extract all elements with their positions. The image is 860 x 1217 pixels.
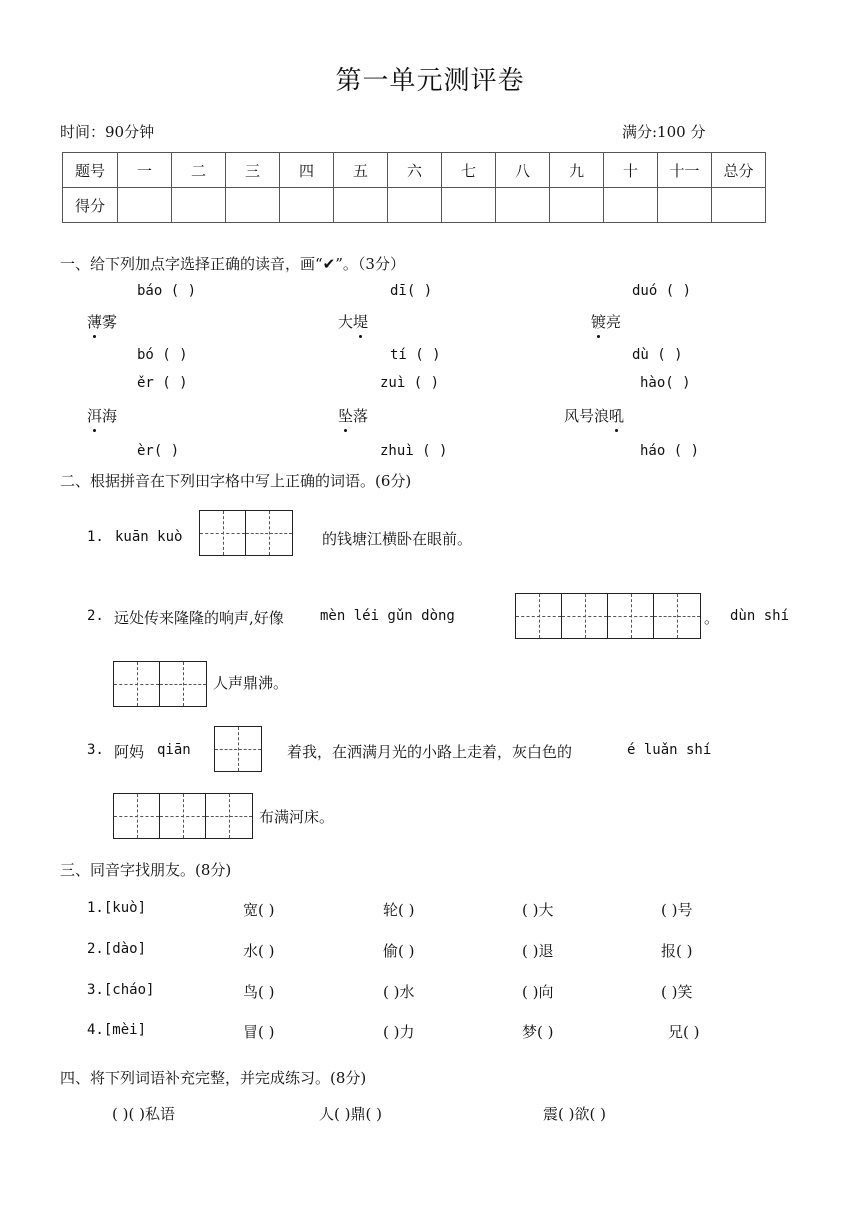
homophone-blank[interactable]: ( )水 — [383, 983, 415, 1001]
pinyin-prompt: qiān — [157, 742, 191, 758]
pinyin-option[interactable]: báo ( ) — [137, 283, 197, 299]
pinyin-option[interactable]: dī( ) — [390, 283, 433, 299]
question-number: 2. — [87, 608, 104, 624]
homophone-blank[interactable]: 水( ) — [243, 942, 275, 960]
header-cell: 题号 — [63, 153, 118, 188]
dotted-char: 堤 — [353, 313, 369, 331]
homophone-label: 4.[mèi] — [87, 1022, 147, 1038]
dotted-char: 吼 — [609, 407, 625, 425]
pinyin-option[interactable]: duó ( ) — [632, 283, 692, 299]
homophone-blank[interactable]: 鸟( ) — [243, 983, 275, 1001]
pinyin-option[interactable]: hào( ) — [640, 375, 691, 391]
homophone-blank[interactable]: 报( ) — [661, 942, 693, 960]
homophone-blank[interactable]: ( )力 — [383, 1023, 415, 1041]
idiom-blank[interactable]: 人( )鼎( ) — [319, 1105, 382, 1123]
header-cell: 总分 — [712, 153, 766, 188]
pinyin-prompt: kuān kuò — [115, 529, 183, 545]
question-text: 阿妈 — [114, 743, 145, 761]
question-number: 1. — [87, 529, 104, 545]
word-item: 薄雾 — [87, 313, 118, 331]
homophone-label: 2.[dào] — [87, 941, 147, 957]
homophone-blank[interactable]: 偷( ) — [383, 942, 415, 960]
homophone-blank[interactable]: ( )退 — [522, 942, 554, 960]
pinyin-prompt: é luǎn shí — [627, 742, 712, 758]
homophone-blank[interactable]: ( )号 — [661, 901, 693, 919]
question-number: 3. — [87, 742, 104, 758]
pinyin-option[interactable]: háo ( ) — [640, 443, 700, 459]
pinyin-option[interactable]: ěr ( ) — [137, 375, 188, 391]
header-cell: 四 — [280, 153, 334, 188]
word-item: 大堤 — [338, 313, 369, 331]
homophone-blank[interactable]: ( )大 — [522, 901, 554, 919]
pinyin-option[interactable]: bó ( ) — [137, 347, 188, 363]
pinyin-option[interactable]: dù ( ) — [632, 347, 683, 363]
header-cell: 九 — [550, 153, 604, 188]
time-limit: 时间：90分钟 — [60, 123, 155, 141]
score-table-score-row — [63, 188, 766, 223]
header-cell: 一 — [118, 153, 172, 188]
homophone-blank[interactable]: ( )向 — [522, 983, 554, 1001]
pinyin-option[interactable]: zhuì ( ) — [380, 443, 448, 459]
idiom-blank[interactable]: ( )( )私语 — [112, 1105, 175, 1123]
question-text: 远处传来隆隆的响声,好像 — [114, 609, 284, 627]
pinyin-prompt: mèn léi gǔn dòng — [320, 608, 455, 624]
question-text: 的钱塘江横卧在眼前。 — [322, 530, 473, 548]
score-cell[interactable] — [388, 188, 442, 223]
page-title: 第一单元测评卷 — [335, 66, 525, 96]
homophone-blank[interactable]: ( )笑 — [661, 983, 693, 1001]
dotted-char: 坠 — [338, 407, 354, 425]
score-cell[interactable] — [118, 188, 172, 223]
section3-heading: 三、同音字找朋友。(8分) — [60, 861, 232, 879]
pinyin-prompt: dùn shí — [730, 608, 790, 624]
score-cell[interactable] — [172, 188, 226, 223]
score-cell[interactable] — [226, 188, 280, 223]
header-cell: 八 — [496, 153, 550, 188]
header-cell: 七 — [442, 153, 496, 188]
score-cell[interactable] — [496, 188, 550, 223]
tianzige-grid[interactable] — [113, 661, 207, 707]
dotted-char: 镀 — [591, 313, 607, 331]
homophone-blank[interactable]: 兄( ) — [668, 1023, 700, 1041]
homophone-blank[interactable]: 梦( ) — [522, 1023, 554, 1041]
homophone-label: 1.[kuò] — [87, 900, 147, 916]
question-text: 人声鼎沸。 — [213, 674, 289, 692]
section4-heading: 四、将下列词语补充完整，并完成练习。(8分) — [60, 1069, 367, 1087]
tianzige-grid[interactable] — [113, 793, 253, 839]
idiom-blank[interactable]: 震( )欲( ) — [543, 1105, 606, 1123]
score-cell[interactable] — [442, 188, 496, 223]
question-text: 布满河床。 — [259, 808, 335, 826]
tianzige-grid[interactable] — [515, 593, 701, 639]
score-cell[interactable] — [280, 188, 334, 223]
header-cell: 三 — [226, 153, 280, 188]
score-cell[interactable] — [334, 188, 388, 223]
homophone-blank[interactable]: 宽( ) — [243, 901, 275, 919]
header-cell: 五 — [334, 153, 388, 188]
homophone-blank[interactable]: 冒( ) — [243, 1023, 275, 1041]
word-item: 洱海 — [87, 407, 118, 425]
header-cell: 六 — [388, 153, 442, 188]
dotted-char: 洱 — [87, 407, 103, 425]
section2-heading: 二、根据拼音在下列田字格中写上正确的词语。(6分) — [60, 472, 412, 490]
score-cell[interactable] — [712, 188, 766, 223]
header-cell: 十 — [604, 153, 658, 188]
word-item: 坠落 — [338, 407, 369, 425]
tianzige-grid[interactable] — [214, 726, 262, 772]
pinyin-option[interactable]: zuì ( ) — [380, 375, 440, 391]
header-cell: 二 — [172, 153, 226, 188]
word-item: 镀亮 — [591, 313, 622, 331]
dotted-char: 薄 — [87, 313, 103, 331]
score-cell[interactable] — [550, 188, 604, 223]
question-text: 着我，在洒满月光的小路上走着，灰白色的 — [287, 743, 573, 761]
score-cell[interactable] — [658, 188, 712, 223]
score-table — [62, 152, 766, 223]
homophone-label: 3.[cháo] — [87, 982, 155, 998]
tianzige-grid[interactable] — [199, 510, 293, 556]
row-label: 得分 — [63, 188, 118, 223]
full-score: 满分:100 分 — [622, 123, 706, 141]
score-table-header-row — [63, 153, 766, 188]
section1-heading: 一、给下列加点字选择正确的读音，画“✔”。（3分） — [60, 255, 405, 273]
homophone-blank[interactable]: 轮( ) — [383, 901, 415, 919]
punctuation: 。 — [704, 609, 720, 627]
pinyin-option[interactable]: èr( ) — [137, 443, 180, 459]
score-cell[interactable] — [604, 188, 658, 223]
header-cell: 十一 — [658, 153, 712, 188]
pinyin-option[interactable]: tí ( ) — [390, 347, 441, 363]
word-item: 风号浪吼 — [564, 407, 625, 425]
